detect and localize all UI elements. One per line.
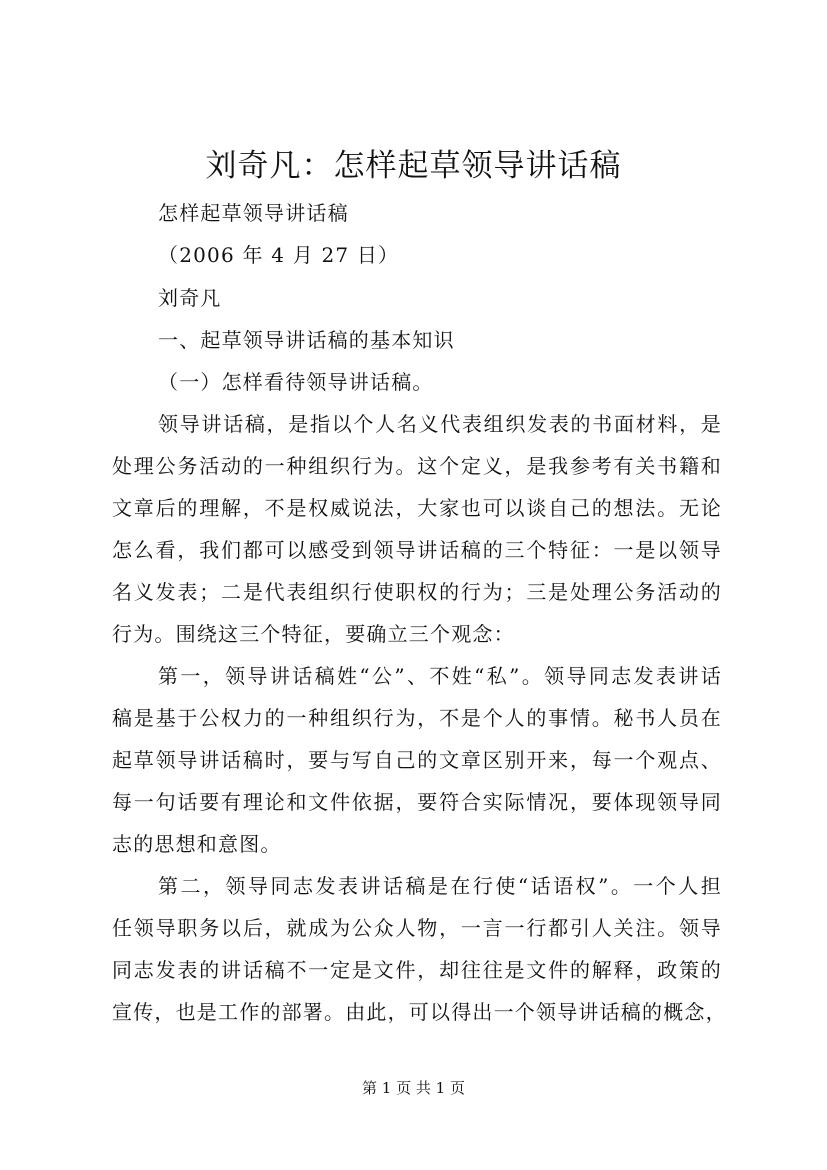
document-date: （2006 年 4 月 27 日） bbox=[158, 243, 400, 267]
paragraph-1-line: 名义发表；二是代表组织行使职权的行为；三是处理公务活动的 bbox=[112, 580, 722, 604]
paragraph-2-line: 第一，领导讲话稿姓“公”、不姓“私”。领导同志发表讲话 bbox=[158, 664, 722, 688]
paragraph-3-line: 第二，领导同志发表讲话稿是在行使“话语权”。一个人担 bbox=[158, 874, 722, 898]
document-author: 刘奇凡 bbox=[158, 286, 222, 310]
paragraph-2-line: 每一句话要有理论和文件依据，要符合实际情况，要体现领导同 bbox=[112, 790, 722, 814]
page-footer: 第 1 页 共 1 页 bbox=[362, 1079, 465, 1097]
paragraph-3-line: 同志发表的讲话稿不一定是文件，却往往是文件的解释，政策的 bbox=[112, 958, 722, 982]
paragraph-2-line: 志的思想和意图。 bbox=[112, 832, 282, 856]
document-title: 刘奇凡：怎样起草领导讲话稿 bbox=[205, 148, 622, 184]
paragraph-1-line: 行为。围绕这三个特征，要确立三个观念： bbox=[112, 622, 515, 646]
section-heading: 一、起草领导讲话稿的基本知识 bbox=[158, 328, 455, 352]
paragraph-1-line: 文章后的理解，不是权威说法，大家也可以谈自己的想法。无论 bbox=[112, 496, 722, 520]
paragraph-2-line: 起草领导讲话稿时，要与写自己的文章区别开来，每一个观点、 bbox=[112, 748, 722, 772]
subsection-heading: （一）怎样看待领导讲话稿。 bbox=[158, 370, 434, 394]
paragraph-1-line: 领导讲话稿，是指以个人名义代表组织发表的书面材料，是 bbox=[158, 412, 722, 436]
paragraph-1-line: 处理公务活动的一种组织行为。这个定义，是我参考有关书籍和 bbox=[112, 454, 722, 478]
paragraph-3-line: 宣传，也是工作的部署。由此，可以得出一个领导讲话稿的概念， bbox=[112, 1000, 727, 1024]
paragraph-2-line: 稿是基于公权力的一种组织行为，不是个人的事情。秘书人员在 bbox=[112, 706, 722, 730]
paragraph-1-line: 怎么看，我们都可以感受到领导讲话稿的三个特征：一是以领导 bbox=[112, 538, 722, 562]
paragraph-3-line: 任领导职务以后，就成为公众人物，一言一行都引人关注。领导 bbox=[112, 916, 722, 940]
document-subtitle: 怎样起草领导讲话稿 bbox=[158, 201, 349, 225]
